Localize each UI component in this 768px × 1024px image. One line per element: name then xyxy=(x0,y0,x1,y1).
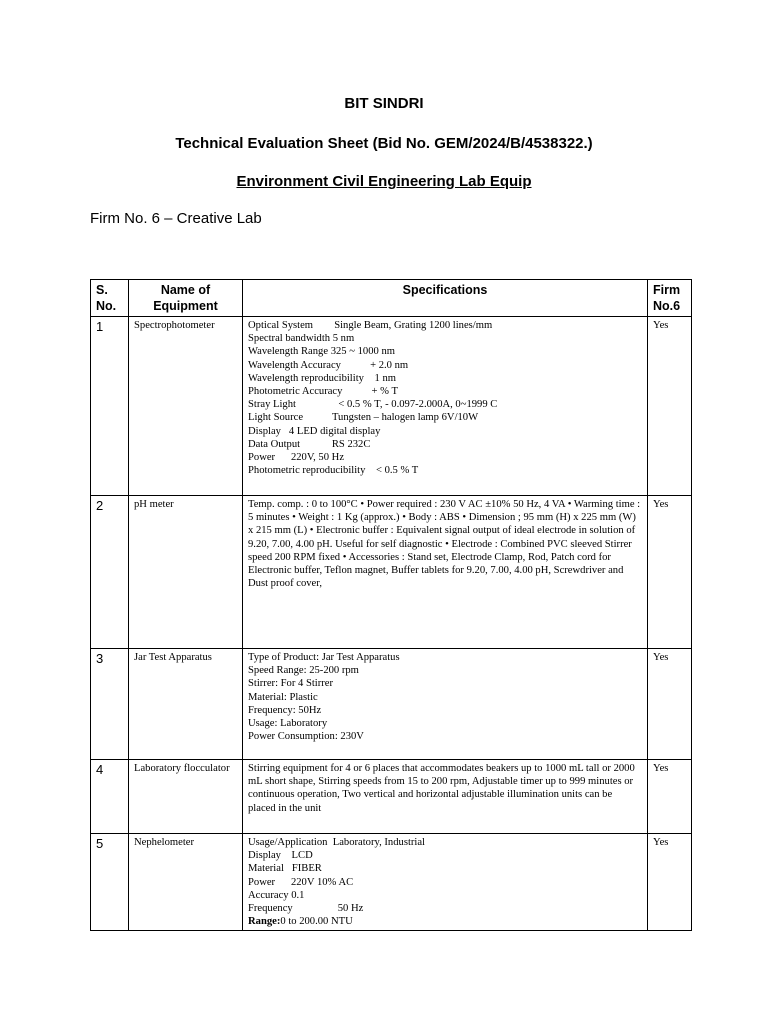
spec-line: Type of Product: Jar Test Apparatus xyxy=(248,652,400,663)
row-equipment-name: Nephelometer xyxy=(129,834,243,931)
row-equipment-name: Jar Test Apparatus xyxy=(129,649,243,760)
spec-line: Optical System Single Beam, Grating 1200 lines/mm xyxy=(248,320,493,331)
header-name-line1: Name of xyxy=(160,283,211,297)
table-row xyxy=(91,496,692,649)
spec-line-range xyxy=(248,915,642,928)
sheet-title: Technical Evaluation Sheet (Bid No. GEM/2024/B/4538322.) xyxy=(175,135,593,152)
range-value: 0 to 200.00 NTU xyxy=(280,916,353,928)
spec-line: Power 220V, 50 Hz xyxy=(248,452,345,464)
spec-line: Spectral bandwidth 5 nm xyxy=(248,333,355,345)
spec-line: Accuracy 0.1 xyxy=(248,889,305,901)
header-firm-line2: No.6 xyxy=(653,299,681,313)
spec-line: Frequency: 50Hz xyxy=(248,704,322,716)
row-specifications xyxy=(243,760,648,834)
table-row xyxy=(91,317,692,496)
header-sno-line1: S. xyxy=(96,283,108,297)
spec-line: Stirrer: For 4 Stirrer xyxy=(248,678,334,690)
row-sno: 4 xyxy=(91,760,129,834)
row-specifications xyxy=(243,649,648,760)
spec-line: Photometric Accuracy + % T xyxy=(248,386,398,398)
spec-paragraph: Stirring equipment for 4 or 6 places that accommodates beakers up to 1000 mL tall or 2000 mL short shape, Stirring speeds from 15 to 200 rpm, Adjustable timer up to 999 minutes or continuous operation, Two vertical and horizontal adjustable illumination units can be placed in the unit xyxy=(248,763,635,814)
row-specifications xyxy=(243,317,648,496)
spec-line: Power 220V 10% AC xyxy=(248,876,354,888)
institute-name: BIT SINDRI xyxy=(344,95,424,112)
row-firm-status: Yes xyxy=(648,496,692,649)
spec-line: Wavelength Accuracy + 2.0 nm xyxy=(248,359,409,371)
evaluation-table xyxy=(90,279,692,931)
spec-line: Data Output RS 232C xyxy=(248,438,371,450)
row-specifications xyxy=(243,834,648,931)
sheet-subtitle: Environment Civil Engineering Lab Equip xyxy=(236,173,532,190)
header-specifications: Specifications xyxy=(243,280,648,317)
spec-line: Usage: Laboratory xyxy=(248,718,328,730)
row-equipment-name: Laboratory flocculator xyxy=(129,760,243,834)
row-sno: 1 xyxy=(91,317,129,496)
row-firm-status: Yes xyxy=(648,649,692,760)
spec-line: Stray Light < 0.5 % T, - 0.097-2.000A, 0~1999 C xyxy=(248,399,498,411)
row-equipment-name: pH meter xyxy=(129,496,243,649)
header-name xyxy=(129,280,243,317)
spec-line: Wavelength Range 325 ~ 1000 nm xyxy=(248,346,395,358)
spec-line: Speed Range: 25-200 rpm xyxy=(248,665,359,677)
table-row xyxy=(91,760,692,834)
spec-line: Photometric reproducibility < 0.5 % T xyxy=(248,465,419,477)
row-sno: 3 xyxy=(91,649,129,760)
row-sno: 5 xyxy=(91,834,129,931)
header-name-line2: Equipment xyxy=(153,299,218,313)
spec-line: Frequency 50 Hz xyxy=(248,903,364,915)
header-firm xyxy=(648,280,692,317)
row-firm-status: Yes xyxy=(648,317,692,496)
row-specifications xyxy=(243,496,648,649)
firm-line: Firm No. 6 – Creative Lab xyxy=(90,210,262,227)
row-equipment-name: Spectrophotometer xyxy=(129,317,243,496)
spec-line: Display LCD xyxy=(248,850,313,862)
spec-line: Material: Plastic xyxy=(248,691,318,703)
spec-line: Light Source Tungsten – halogen lamp 6V/10W xyxy=(248,412,479,424)
row-firm-status: Yes xyxy=(648,834,692,931)
header-firm-line1: Firm xyxy=(653,283,681,297)
header-sno-line2: No. xyxy=(96,299,117,313)
table-header-row xyxy=(91,280,692,317)
header-sno xyxy=(91,280,129,317)
spec-line: Material FIBER xyxy=(248,863,322,875)
spec-line: Wavelength reproducibility 1 nm xyxy=(248,372,397,384)
range-label: Range: xyxy=(248,916,281,928)
spec-line: Display 4 LED digital display xyxy=(248,425,381,437)
spec-line: Usage/Application Laboratory, Industrial xyxy=(248,837,426,848)
table-row xyxy=(91,649,692,760)
row-sno: 2 xyxy=(91,496,129,649)
row-firm-status: Yes xyxy=(648,760,692,834)
table-row xyxy=(91,834,692,931)
spec-paragraph: Temp. comp. : 0 to 100°C • Power required : 230 V AC ±10% 50 Hz, 4 VA • Warming time : 5 minutes • Weight : 1 Kg (approx.) • Body : ABS • Dimension ; 95 mm (H) x 225 mm (W) x 215 mm (L) • Electronic buffer : Equivalent signal output of ideal electrode in solution of 9.20, 7.00, 4.00 pH. Useful for self diagnostic • Electrode : Combined PVC sleeved Stirrer speed 200 RPM fixed • Accessories : Stand set, Electrode Clamp, Rod, Patch cord for Electronic buffer, Teflon magnet, Buffer tablets for 9.20, 7.00, 4.00 pH, Screwdriver and Dust proof cover, xyxy=(248,499,641,590)
spec-line: Power Consumption: 230V xyxy=(248,731,364,743)
